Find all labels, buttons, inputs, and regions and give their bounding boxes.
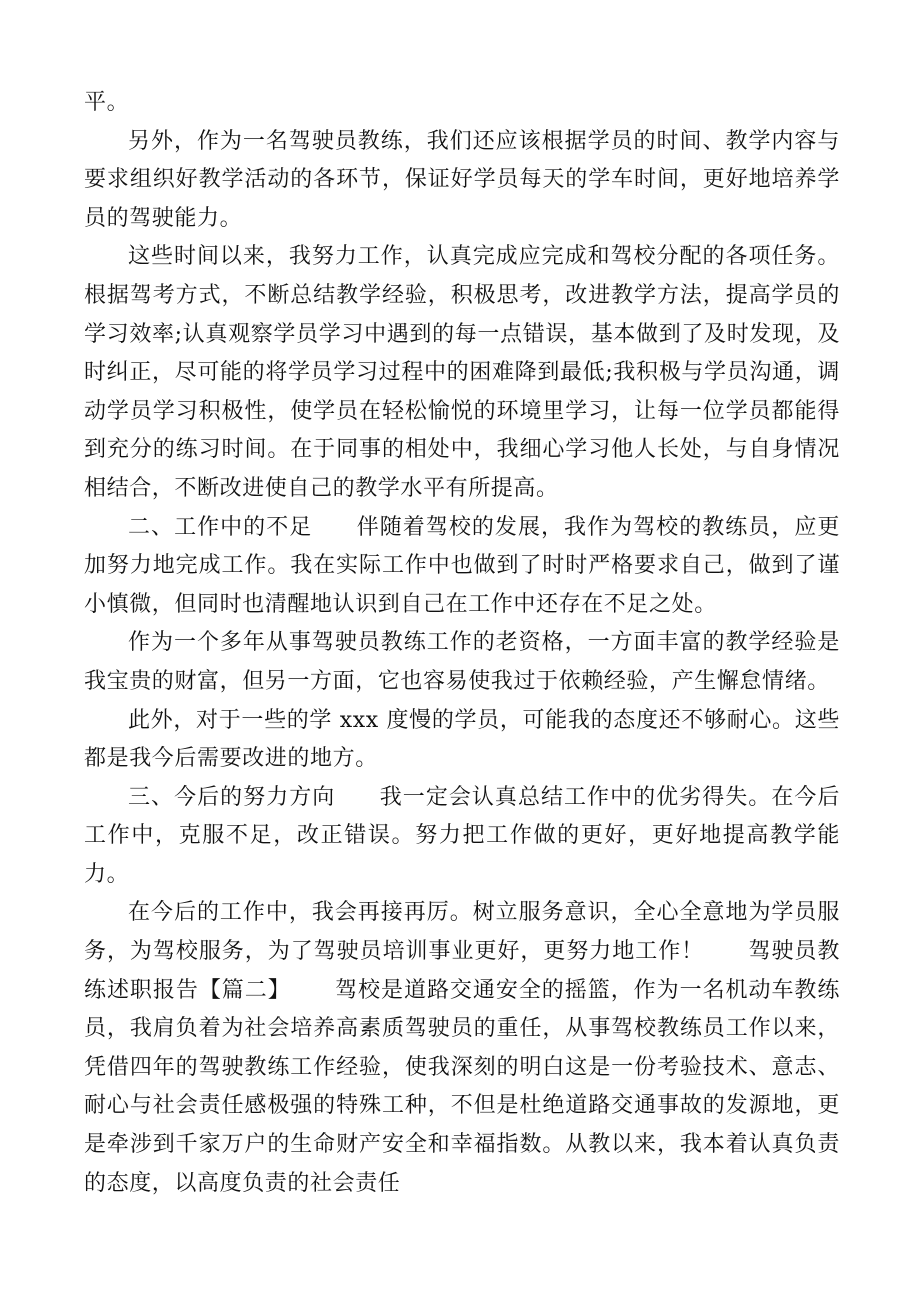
- document-body: [84, 84, 840, 1203]
- paragraph: [84, 624, 840, 701]
- paragraph-closing: [84, 894, 840, 1203]
- section-heading: 二、工作中的不足: [128, 514, 313, 540]
- paragraph-text: 我一定会认真总结工作中的优劣得失。在今后工作中，克服不足，改正错误。努力把工作做的更好，更好地提高教学能力。: [84, 784, 840, 887]
- paragraph-text: 平。: [84, 90, 130, 115]
- paragraph-text: 伴随着驾校的发展，我作为驾校的教练员，应更加努力地完成工作。我在实际工作中也做到了时时严格要求自己，做到了谨小慎微，但同时也清醒地认识到自己在工作中还存在不足之处。: [84, 514, 840, 617]
- paragraph: [84, 238, 840, 508]
- paragraph: [84, 702, 840, 779]
- paragraph-text: 这些时间以来，我努力工作，认真完成应完成和驾校分配的各项任务。根据驾考方式，不断总结教学经验，积极思考，改进教学方法，提高学员的学习效率;认真观察学员学习中遇到的每一点错误，基本做到了及时发现，及时纠正，尽可能的将学员学习过程中的困难降到最低;我积极与学员沟通，调动学员学习积极性，使学员在轻松愉悦的环境里学习，让每一位学员都能得到充分的练习时间。在于同事的相处中，我细心学习他人长处，与自身情况相结合，不断改进使自己的教学水平有所提高。: [84, 244, 840, 501]
- paragraph-text: 另外，作为一名驾驶员教练，我们还应该根据学员的时间、教学内容与要求组织好教学活动的各环节，保证好学员每天的学车时间，更好地培养学员的驾驶能力。: [84, 128, 840, 231]
- paragraph-text: 此外，对于一些的学 xxx 度慢的学员，可能我的态度还不够耐心。这些都是我今后需要改进的地方。: [84, 707, 840, 772]
- paragraph-text: 在今后的工作中，我会再接再厉。树立服务意识，全心全意地为学员服务，为驾校服务，为了驾驶员培训事业更好，更努力地工作！: [84, 900, 840, 965]
- paragraph-section-three: [84, 779, 840, 895]
- paragraph-text: 作为一个多年从事驾驶员教练工作的老资格，一方面丰富的教学经验是我宝贵的财富，但另一方面，它也容易使我过于依赖经验，产生懈怠情绪。: [84, 630, 840, 694]
- paragraph-text: 驾校是道路交通安全的摇篮，作为一名机动车教练员，我肩负着为社会培养高素质驾驶员的重任，从事驾校教练员工作以来，凭借四年的驾驶教练工作经验，使我深刻的明白这是一份考验技术、意志、耐心与社会责任感极强的特殊工种，不但是杜绝道路交通事故的发源地，更是牵涉到千家万户的生命财产安全和幸福指数。从教以来，我本着认真负责的态度，以高度负责的社会责任: [84, 977, 841, 1196]
- paragraph-section-two: [84, 509, 840, 625]
- paragraph: [84, 123, 840, 239]
- report-title: 驾驶员教练述职报告【篇二】: [84, 939, 840, 1003]
- paragraph-continuation: [84, 84, 840, 123]
- section-heading: 三、今后的努力方向: [128, 784, 336, 810]
